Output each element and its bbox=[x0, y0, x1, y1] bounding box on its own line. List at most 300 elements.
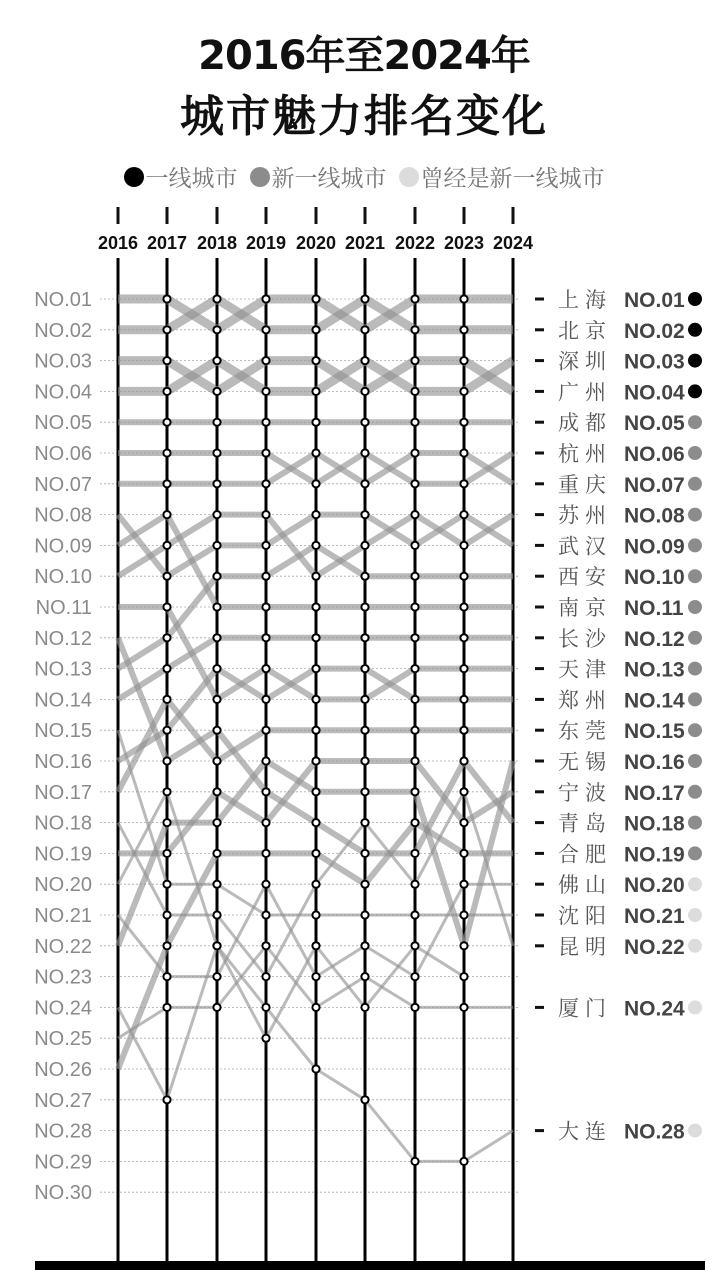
series-segment bbox=[167, 946, 217, 1100]
city-rank: NO.18 bbox=[624, 812, 685, 836]
city-rank: NO.08 bbox=[624, 504, 685, 528]
rank-node bbox=[361, 295, 368, 302]
y-tick-label: NO.08 bbox=[34, 504, 92, 527]
series-segment bbox=[464, 1131, 513, 1162]
series-segment bbox=[316, 946, 365, 977]
label-dash bbox=[535, 1129, 544, 1132]
tier-dot-icon bbox=[688, 631, 702, 645]
label-dash bbox=[535, 328, 544, 331]
label-dash bbox=[535, 359, 544, 362]
tier-dot-icon bbox=[688, 662, 702, 676]
y-tick-label: NO.06 bbox=[34, 443, 92, 465]
label-dash bbox=[535, 698, 544, 701]
rank-node bbox=[460, 819, 467, 826]
y-tick-label: NO.10 bbox=[34, 566, 92, 589]
rank-node bbox=[213, 881, 220, 888]
rank-node bbox=[213, 757, 220, 764]
rank-node bbox=[312, 973, 319, 980]
rank-node bbox=[460, 973, 467, 980]
rank-node bbox=[411, 819, 418, 826]
series-segment bbox=[316, 1069, 365, 1100]
city-label-2024 bbox=[535, 565, 702, 589]
rank-node bbox=[460, 419, 467, 426]
label-dash bbox=[535, 452, 544, 455]
city-name: 杭州 bbox=[558, 442, 612, 466]
rank-node bbox=[163, 603, 170, 610]
label-dash bbox=[535, 821, 544, 824]
rank-node bbox=[163, 449, 170, 456]
city-name: 合肥 bbox=[558, 842, 612, 867]
rank-node bbox=[460, 603, 467, 610]
tier-dot-icon bbox=[688, 846, 702, 860]
rank-node bbox=[361, 542, 368, 549]
label-dash bbox=[535, 482, 544, 485]
tier-dot-icon bbox=[688, 446, 702, 460]
rank-node bbox=[312, 665, 319, 672]
rank-node bbox=[460, 573, 467, 580]
city-name: 西安 bbox=[558, 565, 612, 590]
rank-node bbox=[411, 449, 418, 456]
rank-node bbox=[411, 357, 418, 364]
rank-node bbox=[262, 911, 269, 918]
city-rank: NO.10 bbox=[624, 566, 685, 590]
label-dash bbox=[535, 883, 544, 886]
rank-node bbox=[213, 480, 220, 487]
label-dash bbox=[535, 729, 544, 732]
label-dash bbox=[535, 1006, 544, 1009]
rank-node bbox=[163, 295, 170, 302]
city-name: 宁波 bbox=[558, 780, 612, 805]
rank-node bbox=[262, 788, 269, 795]
rank-node bbox=[361, 696, 368, 703]
rank-node bbox=[460, 388, 467, 395]
city-name: 北京 bbox=[558, 318, 612, 343]
y-tick-label: NO.30 bbox=[34, 1182, 92, 1205]
rank-node bbox=[312, 727, 319, 734]
rank-node bbox=[262, 973, 269, 980]
rank-node bbox=[460, 665, 467, 672]
city-label-2024 bbox=[535, 935, 702, 959]
city-name: 青岛 bbox=[558, 811, 612, 836]
rank-node bbox=[411, 757, 418, 764]
rank-node bbox=[213, 942, 220, 949]
y-tick-label: NO.05 bbox=[34, 412, 92, 435]
rank-node bbox=[213, 911, 220, 918]
rank-node bbox=[460, 881, 467, 888]
city-rank: NO.19 bbox=[624, 843, 685, 867]
rank-node bbox=[361, 573, 368, 580]
city-label-2024 bbox=[535, 781, 702, 805]
y-tick-label: NO.22 bbox=[34, 935, 92, 958]
city-label-2024 bbox=[535, 996, 702, 1020]
series-segment bbox=[316, 823, 365, 854]
rank-node bbox=[361, 819, 368, 826]
tier-dot-icon bbox=[688, 1124, 702, 1138]
y-tick-label: NO.26 bbox=[34, 1059, 92, 1081]
y-tick-label: NO.13 bbox=[34, 658, 92, 681]
rank-node bbox=[262, 696, 269, 703]
rank-node bbox=[312, 1004, 319, 1011]
series-segment bbox=[365, 977, 415, 1008]
rank-node bbox=[411, 973, 418, 980]
rank-node bbox=[312, 788, 319, 795]
rank-node bbox=[163, 727, 170, 734]
rank-node bbox=[460, 480, 467, 487]
rank-node bbox=[163, 1096, 170, 1103]
y-tick-label: NO.07 bbox=[34, 473, 92, 496]
rank-node bbox=[361, 1004, 368, 1011]
rank-node bbox=[460, 942, 467, 949]
rank-node bbox=[411, 727, 418, 734]
city-label-2024 bbox=[535, 442, 702, 466]
y-tick-label: NO.24 bbox=[34, 997, 92, 1020]
city-name: 郑州 bbox=[558, 688, 612, 713]
y-tick-label: NO.16 bbox=[34, 751, 92, 773]
tier-dot-icon bbox=[688, 323, 702, 337]
y-tick-label: NO.27 bbox=[34, 1089, 92, 1112]
city-name: 深圳 bbox=[558, 349, 612, 374]
city-label-2024 bbox=[535, 380, 702, 404]
city-name: 厦门 bbox=[558, 996, 612, 1021]
rank-node bbox=[361, 850, 368, 857]
rank-node bbox=[361, 881, 368, 888]
y-tick-label: NO.28 bbox=[34, 1120, 92, 1143]
city-name: 上海 bbox=[558, 288, 612, 312]
rank-node bbox=[312, 295, 319, 302]
rank-node bbox=[262, 757, 269, 764]
tier-dot-icon bbox=[688, 877, 702, 891]
chart-title-line2: 城市魅力排名变化 bbox=[180, 91, 548, 142]
rank-node bbox=[262, 295, 269, 302]
city-name: 武汉 bbox=[558, 534, 612, 559]
rank-node bbox=[460, 757, 467, 764]
rank-node bbox=[163, 511, 170, 518]
label-dash bbox=[535, 544, 544, 547]
city-rank: NO.11 bbox=[624, 597, 684, 620]
rank-node bbox=[411, 788, 418, 795]
rank-node bbox=[213, 419, 220, 426]
city-name: 成都 bbox=[558, 411, 612, 436]
rank-node bbox=[163, 788, 170, 795]
year-label: 2018 bbox=[196, 233, 238, 253]
rank-node bbox=[361, 942, 368, 949]
city-rank: NO.14 bbox=[624, 689, 685, 713]
rank-node bbox=[262, 419, 269, 426]
label-dash bbox=[535, 421, 544, 424]
rank-node bbox=[361, 788, 368, 795]
label-dash bbox=[535, 852, 544, 855]
rank-node bbox=[312, 911, 319, 918]
rank-node bbox=[163, 480, 170, 487]
rank-node bbox=[213, 542, 220, 549]
y-tick-label: NO.01 bbox=[34, 289, 92, 311]
y-tick-label: NO.09 bbox=[34, 535, 92, 558]
y-tick-label: NO.25 bbox=[34, 1028, 92, 1051]
rank-node bbox=[213, 634, 220, 641]
series-segment bbox=[316, 977, 365, 1008]
rank-node bbox=[460, 511, 467, 518]
rank-node bbox=[460, 788, 467, 795]
city-name: 南京 bbox=[558, 596, 612, 620]
rank-node bbox=[163, 419, 170, 426]
y-tick-label: NO.02 bbox=[34, 319, 92, 342]
rank-node bbox=[163, 1004, 170, 1011]
rank-node bbox=[411, 511, 418, 518]
label-dash bbox=[535, 914, 544, 917]
rank-node bbox=[460, 850, 467, 857]
rank-node bbox=[312, 696, 319, 703]
city-rank: NO.02 bbox=[624, 319, 685, 343]
rank-node bbox=[213, 295, 220, 302]
city-label-2024 bbox=[535, 719, 702, 743]
city-label-2024 bbox=[535, 350, 702, 374]
rank-node bbox=[262, 388, 269, 395]
y-tick-label: NO.14 bbox=[34, 689, 92, 712]
year-label: 2023 bbox=[443, 233, 485, 253]
rank-node bbox=[213, 973, 220, 980]
rank-node bbox=[213, 696, 220, 703]
rank-node bbox=[262, 634, 269, 641]
year-label: 2024 bbox=[492, 233, 534, 253]
rank-node bbox=[213, 449, 220, 456]
rank-node bbox=[411, 881, 418, 888]
city-rank: NO.04 bbox=[624, 381, 685, 405]
rank-node bbox=[163, 388, 170, 395]
rank-node bbox=[411, 295, 418, 302]
legend-label: 曾经是新一线城市 bbox=[420, 166, 605, 192]
label-dash bbox=[535, 790, 544, 793]
tier-dot-icon bbox=[688, 508, 702, 522]
rank-node bbox=[213, 665, 220, 672]
city-label-2024 bbox=[535, 596, 702, 620]
rank-node bbox=[312, 357, 319, 364]
label-dash bbox=[535, 944, 544, 947]
rank-node bbox=[213, 326, 220, 333]
label-dash bbox=[535, 575, 544, 578]
city-rank: NO.16 bbox=[624, 751, 685, 774]
tier-dot-icon bbox=[688, 477, 702, 491]
tier-dot-icon bbox=[688, 538, 702, 552]
city-rank: NO.28 bbox=[624, 1120, 685, 1144]
rank-node bbox=[411, 942, 418, 949]
y-tick-label: NO.11 bbox=[35, 597, 92, 619]
rank-node bbox=[312, 542, 319, 549]
year-label: 2017 bbox=[146, 233, 188, 253]
city-label-2024 bbox=[535, 904, 702, 928]
city-rank: NO.17 bbox=[624, 781, 685, 805]
rank-node bbox=[163, 911, 170, 918]
tier-dot-icon bbox=[688, 692, 702, 706]
label-dash bbox=[535, 667, 544, 670]
rank-node bbox=[361, 480, 368, 487]
year-label: 2022 bbox=[394, 233, 436, 253]
rank-node bbox=[312, 419, 319, 426]
rank-node bbox=[361, 757, 368, 764]
rank-node bbox=[460, 727, 467, 734]
rank-node bbox=[262, 881, 269, 888]
city-label-2024 bbox=[535, 873, 702, 897]
rank-node bbox=[361, 419, 368, 426]
rank-node bbox=[411, 603, 418, 610]
rank-node bbox=[163, 881, 170, 888]
rank-node bbox=[411, 419, 418, 426]
rank-node bbox=[312, 881, 319, 888]
rank-node bbox=[262, 665, 269, 672]
label-dash bbox=[535, 390, 544, 393]
rank-node bbox=[312, 819, 319, 826]
city-name: 长沙 bbox=[558, 626, 612, 651]
year-label: 2021 bbox=[344, 233, 386, 253]
rank-node bbox=[411, 665, 418, 672]
rank-node bbox=[163, 634, 170, 641]
city-label-2024 bbox=[535, 658, 702, 682]
rank-node bbox=[163, 326, 170, 333]
rank-node bbox=[213, 357, 220, 364]
rank-node bbox=[411, 1158, 418, 1165]
rank-node bbox=[361, 357, 368, 364]
city-label-2024 bbox=[535, 473, 702, 497]
rank-node bbox=[262, 1004, 269, 1011]
rank-node bbox=[460, 911, 467, 918]
year-label: 2020 bbox=[295, 233, 337, 253]
tier-dot-icon bbox=[688, 939, 702, 953]
label-dash bbox=[535, 760, 544, 763]
city-rank: NO.13 bbox=[624, 658, 685, 682]
rank-node bbox=[262, 942, 269, 949]
city-label-2024 bbox=[535, 411, 702, 435]
rank-node bbox=[213, 511, 220, 518]
rank-node bbox=[213, 573, 220, 580]
city-label-2024 bbox=[535, 504, 702, 528]
rank-node bbox=[163, 542, 170, 549]
city-rank: NO.21 bbox=[624, 905, 685, 928]
baseline-bar bbox=[35, 1261, 705, 1270]
rank-node bbox=[460, 634, 467, 641]
rank-node bbox=[163, 665, 170, 672]
city-rank: NO.12 bbox=[624, 627, 685, 651]
rank-node bbox=[460, 326, 467, 333]
rank-node bbox=[411, 388, 418, 395]
rank-node bbox=[411, 696, 418, 703]
city-name: 东莞 bbox=[558, 719, 612, 744]
rank-node bbox=[262, 603, 269, 610]
rank-node bbox=[312, 634, 319, 641]
city-rank: NO.06 bbox=[624, 443, 685, 466]
y-tick-label: NO.03 bbox=[34, 350, 92, 373]
y-tick-label: NO.15 bbox=[34, 720, 92, 743]
rank-node bbox=[361, 665, 368, 672]
tier-dot-icon bbox=[688, 415, 702, 429]
rank-node bbox=[262, 357, 269, 364]
rank-node bbox=[213, 388, 220, 395]
rank-node bbox=[460, 542, 467, 549]
y-tick-label: NO.04 bbox=[34, 381, 92, 404]
rank-node bbox=[411, 480, 418, 487]
y-tick-label: NO.12 bbox=[34, 627, 92, 650]
rank-node bbox=[361, 727, 368, 734]
city-rank: NO.01 bbox=[624, 289, 685, 312]
rank-node bbox=[262, 326, 269, 333]
rank-node bbox=[163, 942, 170, 949]
city-label-2024 bbox=[535, 842, 702, 866]
chart-title-line1: 2016年至2024年 bbox=[198, 33, 530, 79]
rank-node bbox=[163, 757, 170, 764]
tier-dot-icon bbox=[688, 292, 702, 306]
rank-node bbox=[163, 696, 170, 703]
rank-node bbox=[312, 850, 319, 857]
rank-node bbox=[312, 942, 319, 949]
rank-node bbox=[312, 449, 319, 456]
rank-node bbox=[213, 727, 220, 734]
rank-node bbox=[361, 634, 368, 641]
series-segment bbox=[217, 946, 266, 1038]
rank-node bbox=[213, 788, 220, 795]
tier-dot-icon bbox=[688, 384, 702, 398]
label-dash bbox=[535, 606, 544, 609]
city-name: 重庆 bbox=[558, 472, 612, 497]
year-label: 2016 bbox=[97, 233, 139, 253]
tier-dot-icon bbox=[688, 600, 702, 614]
rank-node bbox=[361, 388, 368, 395]
rank-node bbox=[312, 511, 319, 518]
tier-dot-icon bbox=[688, 723, 702, 737]
rank-node bbox=[213, 819, 220, 826]
rank-node bbox=[411, 573, 418, 580]
rank-node bbox=[312, 757, 319, 764]
year-label: 2019 bbox=[245, 233, 287, 253]
city-name: 苏州 bbox=[558, 503, 612, 528]
rank-node bbox=[361, 449, 368, 456]
rank-node bbox=[411, 850, 418, 857]
rank-node bbox=[411, 911, 418, 918]
city-rank: NO.09 bbox=[624, 535, 685, 559]
label-dash bbox=[535, 513, 544, 516]
series-segment bbox=[365, 946, 415, 977]
rank-node bbox=[460, 449, 467, 456]
series-segment bbox=[167, 607, 217, 699]
tier-dot-icon bbox=[688, 569, 702, 583]
city-rank: NO.24 bbox=[624, 997, 685, 1021]
rank-node bbox=[163, 819, 170, 826]
rank-node bbox=[262, 511, 269, 518]
city-name: 沈阳 bbox=[558, 904, 612, 928]
rank-node bbox=[262, 542, 269, 549]
rank-node bbox=[262, 819, 269, 826]
y-tick-label: NO.23 bbox=[34, 966, 92, 989]
city-rank: NO.20 bbox=[624, 874, 685, 898]
tier-dot-icon bbox=[688, 816, 702, 830]
city-rank: NO.22 bbox=[624, 935, 685, 959]
rank-node bbox=[312, 480, 319, 487]
y-tick-label: NO.21 bbox=[34, 905, 92, 927]
city-label-2024 bbox=[535, 319, 702, 343]
city-label-2024 bbox=[535, 812, 702, 836]
city-name: 大连 bbox=[558, 1119, 612, 1144]
rank-node bbox=[213, 603, 220, 610]
rank-node bbox=[361, 511, 368, 518]
rank-node bbox=[460, 357, 467, 364]
rank-node bbox=[163, 973, 170, 980]
city-name: 广州 bbox=[558, 380, 612, 405]
rank-node bbox=[262, 850, 269, 857]
rank-node bbox=[361, 326, 368, 333]
rank-node bbox=[460, 1004, 467, 1011]
rank-node bbox=[411, 634, 418, 641]
tier-dot-icon bbox=[688, 785, 702, 799]
rank-node bbox=[361, 603, 368, 610]
city-label-2024 bbox=[535, 534, 702, 558]
rank-node bbox=[213, 1004, 220, 1011]
